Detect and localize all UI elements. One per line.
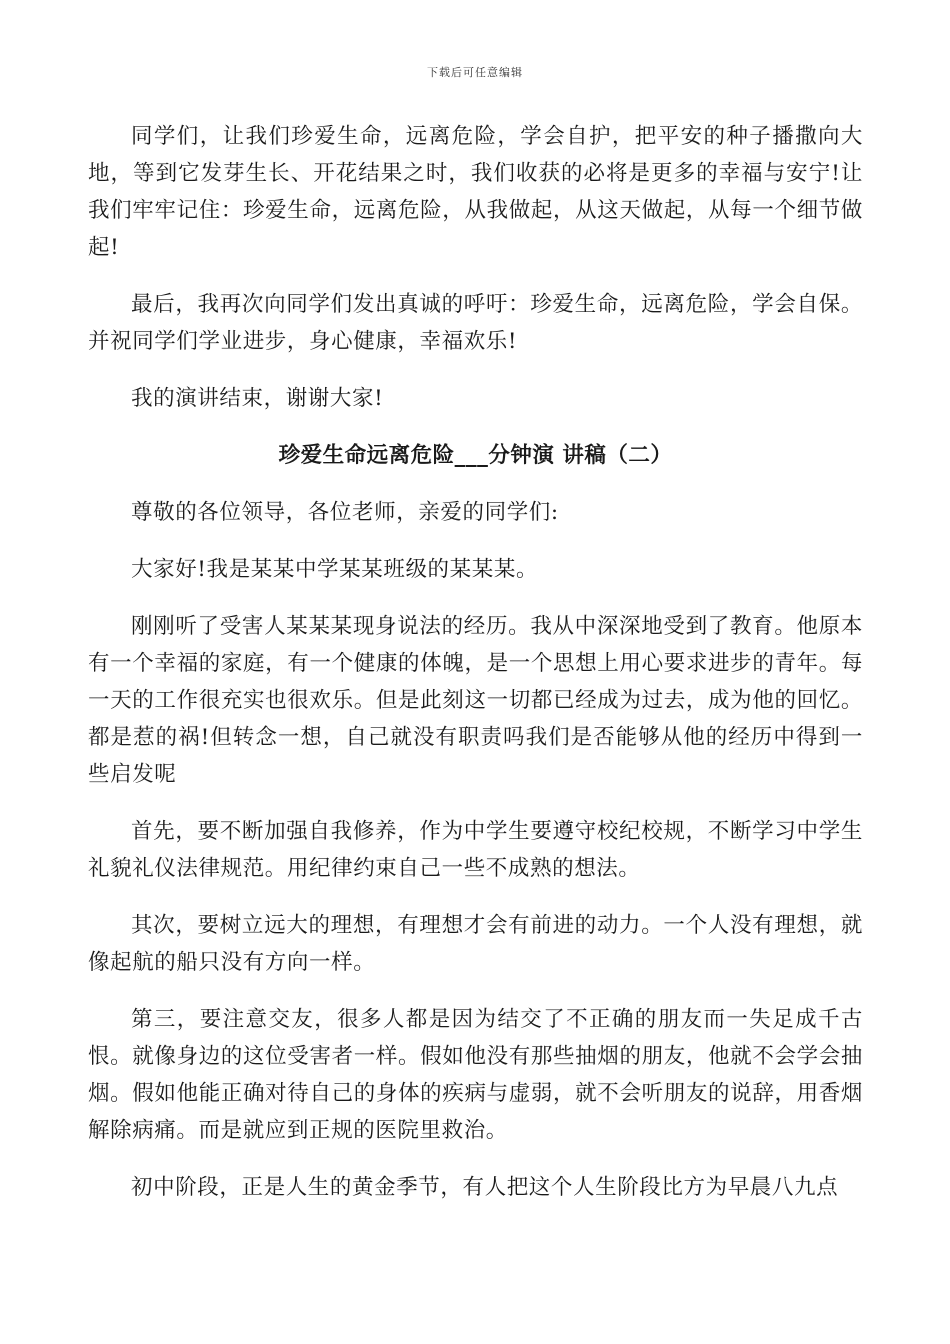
paragraph-greeting: 大家好!我是某某中学某某班级的某某某。 bbox=[131, 557, 539, 582]
paragraph-second-point: 其次，要树立远大的理想，有理想才会有前进的动力。一个人没有理想，就像起航的船只没有方向一样。 bbox=[88, 913, 863, 975]
paragraph-speech-end: 我的演讲结束，谢谢大家! bbox=[131, 386, 384, 411]
paragraph-final-appeal: 最后，我再次向同学们发出真诚的呼吁：珍爱生命，远离危险，学会自保。并祝同学们学业进步，身心健康，幸福欢乐! bbox=[88, 292, 863, 354]
section-title: 珍爱生命远离危险___分钟演 讲稿（二） bbox=[278, 443, 673, 468]
paragraph-closing-call: 同学们，让我们珍爱生命，远离危险，学会自护，把平安的种子播撒向大地，等到它发芽生长、开花结果之时，我们收获的必将是更多的幸福与安宁!让我们牢牢记住：珍爱生命，远离危险，从我做起，从这天做起，从每一个细节做起! bbox=[88, 124, 863, 260]
paragraph-junior-high: 初中阶段，正是人生的黄金季节，有人把这个人生阶段比方为早晨八九点 bbox=[131, 1175, 839, 1200]
page-header: 下载后可任意编辑 bbox=[427, 66, 523, 79]
document-body bbox=[88, 118, 863, 1206]
paragraph-first-point: 首先，要不断加强自我修养，作为中学生要遵守校纪校规，不断学习中学生礼貌礼仪法律规范。用纪律约束自己一些不成熟的想法。 bbox=[88, 819, 863, 881]
paragraph-testimony: 刚刚听了受害人某某某现身说法的经历。我从中深深地受到了教育。他原本有一个幸福的家庭，有一个健康的体魄，是一个思想上用心要求进步的青年。每一天的工作很充实也很欢乐。但是此刻这一切都已经成为过去，成为他的回忆。都是惹的祸!但转念一想，自己就没有职责吗我们是否能够从他的经历中得到一些启发呢 bbox=[88, 614, 863, 787]
paragraph-third-point: 第三，要注意交友，很多人都是因为结交了不正确的朋友而一失足成千古恨。就像身边的这位受害者一样。假如他没有那些抽烟的朋友，他就不会学会抽烟。假如他能正确对待自己的身体的疾病与虚弱，就不会听朋友的说辞，用香烟解除病痛。而是就应到正规的医院里救治。 bbox=[88, 1007, 863, 1143]
paragraph-salutation: 尊敬的各位领导，各位老师，亲爱的同学们: bbox=[131, 500, 559, 525]
